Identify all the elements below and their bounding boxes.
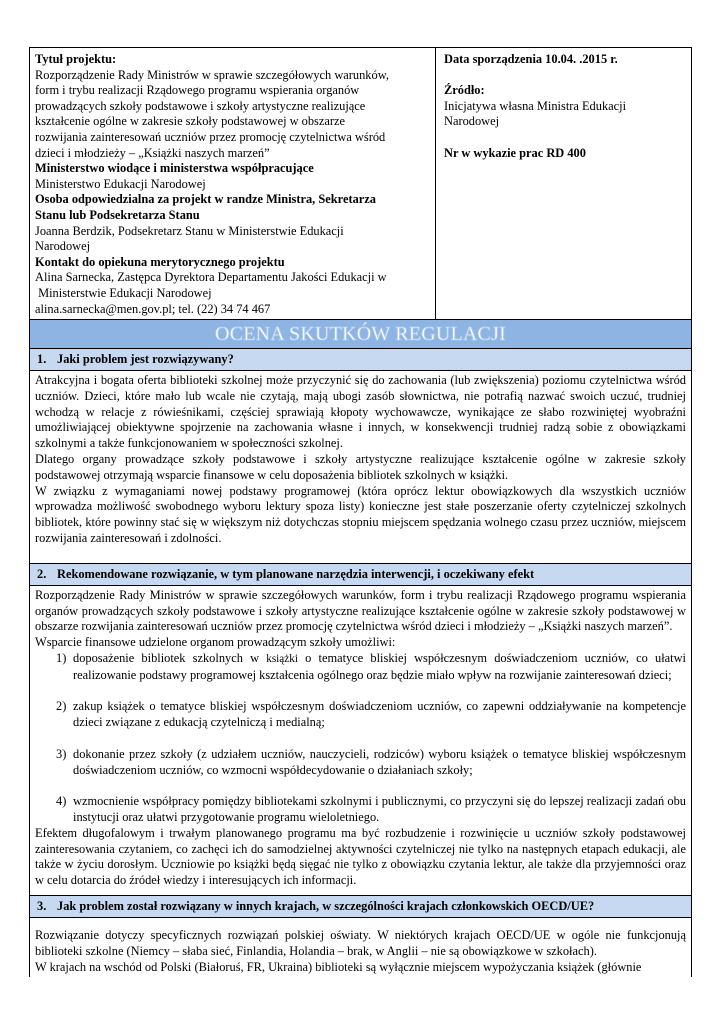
osr-banner-title: OCENA SKUTKÓW REGULACJI: [215, 323, 506, 346]
section-2-body: [30, 585, 692, 895]
paragraph: Atrakcyjna i bogata oferta biblioteki szkolnej może przyczynić się do zachowania (lub zwiększenia) poziomu czytelnictwa wśród uczniów. Dzieci, które mało lub wcale nie czytają, mają ubogi zasób słownictwa, nie potrafią nazwać swoich uczuć, trudniej wchodzą w relacje z rówieśnikami, częściej sprawiają kłopoty wychowawcze, wynikające ze słabo rozwiniętej wyobraźni umożliwiającej obiektywne spojrzenie na zachowania własne i innych, w konsekwencji trudniej radzą sobie z obowiązkami szkolnymi a także funkcjonowaniem w społeczności szkolnej.: [35, 373, 686, 451]
section-number: 3.: [37, 899, 47, 913]
section-title: Jaki problem jest rozwiązywany?: [57, 352, 234, 367]
meta-info-cell: [436, 48, 692, 320]
responsible-person-value: Joanna Berdzik, Podsekretarz Stanu w Ministerstwie Edukacji: [35, 223, 344, 238]
header-row: [30, 48, 692, 320]
section-1-body: [30, 371, 692, 564]
source-value: Inicjatywa własna Ministra Edukacji: [444, 98, 627, 113]
list-item-text: doposażenie bibliotek szkolnych w: [73, 651, 267, 666]
list-item-text-small: książki: [266, 653, 298, 666]
list-item-text-cont: o tematyce bliskiej współczesnym doświadczeniom uczniów, co ułatwi realizowanie podstawy programowej kształcenia ogólnego oraz będzie miało wpływ na rozwijanie zainteresowań dzieci;: [73, 651, 686, 682]
contact-label: Kontakt do opiekuna merytorycznego projektu: [35, 254, 285, 269]
responsible-person-value-cont: Narodowej: [35, 239, 91, 254]
source-label: Źródło:: [444, 83, 485, 98]
project-title-line: prowadzących szkoły podstawowe i szkoły artystyczne realizujące: [35, 98, 366, 113]
project-title-line: dzieci i młodzieży – „Książki naszych marzeń”: [35, 145, 270, 160]
list-item: [35, 794, 686, 826]
section-1-header: [30, 349, 692, 371]
section-body-row: [30, 585, 692, 895]
section-header-row: [30, 896, 692, 918]
list-item-number: 3): [56, 746, 67, 761]
section-body-row: [30, 918, 692, 978]
project-title-label: Tytuł projektu:: [35, 52, 117, 66]
section-2-header: [30, 563, 692, 585]
paragraph: Rozwiązanie dotyczy specyficznych rozwiązań polskiej oświaty. W niektórych krajach OECD/UE w ogóle nie funkcjonują biblioteki szkolne (Niemcy – słaba sieć, Finlandia, Holandia – brak, w Anglii – nie są obowiązkowe w szkołach).: [35, 928, 686, 958]
support-lead: Wsparcie finansowe udzielone organom prowadzącym szkoły umożliwi:: [35, 635, 396, 650]
list-item-number: 2): [56, 699, 67, 714]
list-item: [35, 747, 686, 779]
list-item-text: dokonanie przez szkoły (z udziałem uczniów, nauczycieli, rodziców) wyboru książek o tematyce bliskiej współczesnym doświadczeniom uczniów, co wzmocni współdecydowanie o działaniach szkoły;: [73, 746, 686, 777]
section-3-body: [30, 918, 692, 978]
responsible-person-label: Osoba odpowiedzialna za projekt w randze Ministra, Sekretarza: [35, 192, 376, 207]
paragraph: W krajach na wschód od Polski (Białoruś, FR, Ukraina) biblioteki są wyłącznie miejscem wypożyczania książek (głównie: [35, 959, 642, 974]
responsible-person-label-cont: Stanu lub Podsekretarza Stanu: [35, 207, 200, 222]
date-label: Data sporządzenia 10.04. .2015 r.: [444, 52, 618, 66]
list-item-text: zakup książek o tematyce bliskiej współczesnym doświadczeniom uczniów, co zapewni oddziaływanie na kompetencje dzieci związane z edukacją czytelniczą i medialną;: [73, 699, 686, 730]
banner-row: [30, 320, 692, 349]
osr-form-table: [29, 47, 692, 977]
section-title: Rekomendowane rozwiązanie, w tym planowane narzędzia interwencji, i oczekiwany efekt: [57, 566, 535, 581]
section-3-header: [30, 896, 692, 918]
paragraph: Efektem długofalowym i trwałym planowanego programu ma być rozbudzenie i rozwinięcie u uczniów szkoły podstawowej zainteresowania czytaniem, co zachęci ich do samodzielnej aktywności czytelniczej nie tylko na następnych etapach edukacji, ale także w życiu dorosłym. Uczniowie po książki będą sięgać nie tylko z obowiązku czytania lektur, ale także dla przyjemności oraz w celu dotarcia do źródeł wiedzy i interesujących ich informacji.: [35, 825, 686, 888]
ministry-value: Ministerstwo Edukacji Narodowej: [35, 176, 206, 191]
list-item: [35, 699, 686, 731]
list-item: [35, 651, 686, 684]
list-item-number: 4): [56, 794, 67, 809]
project-info-cell: [30, 48, 436, 320]
list-item-number: 1): [56, 651, 67, 666]
paragraph: Dlatego organy prowadzące szkoły podstawowe i szkoły artystyczne realizujące kształcenie ogólne w zakresie szkoły podstawowej otrzymają wsparcie finansowe w celu doposażenia bibliotek szkolnych w książki.: [35, 452, 686, 482]
section-number: 2.: [37, 566, 47, 581]
list-item-text: wzmocnienie współpracy pomiędzy bibliotekami szkolnymi i publicznymi, co przyczyni się do lepszej realizacji zadań obu instytucji oraz ułatwi przygotowanie programu wieloletniego.: [73, 794, 686, 825]
support-list: [35, 651, 686, 826]
ministry-label: Ministerstwo wiodące i ministerstwa współpracujące: [35, 161, 314, 176]
contact-email-phone: alina.sarnecka@men.gov.pl; tel. (22) 34 74 467: [35, 301, 271, 316]
project-title-line: rozwijania zainteresowań uczniów przez promocję czytelnictwa wśród: [35, 129, 386, 144]
contact-value: Alina Sarnecka, Zastępca Dyrektora Departamentu Jakości Edukacji w: [35, 270, 387, 285]
project-title-line: form i trybu realizacji Rządowego programu wspierania organów: [35, 83, 360, 98]
paragraph: Rozporządzenie Rady Ministrów w sprawie szczegółowych warunków, form i trybu realizacji Rządowego programu wspierania organów prowadzących szkoły podstawowe i szkoły artystyczne realizujące kształcenie ogólne w zakresie szkoły podstawowej w obszarze rozwijania zainteresowań uczniów przez promocję czytelnictwa wśród dzieci i młodzieży – „Książki naszych marzeń”.: [35, 587, 686, 634]
paragraph: W związku z wymaganiami nowej podstawy programowej (która oprócz lektur obowiązkowych dla wszystkich uczniów wprowadza możliwość swobodnego wyboru lektury spoza listy) konieczne jest stałe poszerzanie oferty czytelniczej szkolnych bibliotek, które powinny stać się w większym niż dotychczas stopniu miejscem spędzania wolnego czasu przez uczniów, miejscem rozwijania zainteresowań i zdolności.: [35, 483, 686, 546]
section-body-row: [30, 371, 692, 564]
project-title-line: Rozporządzenie Rady Ministrów w sprawie szczegółowych warunków,: [35, 67, 389, 82]
osr-banner: [30, 320, 692, 349]
section-header-row: [30, 349, 692, 371]
section-title: Jak problem został rozwiązany w innych krajach, w szczególności krajach członkowskich OECD/UE?: [57, 899, 595, 913]
section-header-row: [30, 563, 692, 585]
document-page: [29, 47, 692, 977]
project-title-line: kształcenie ogólne w zakresie szkoły podstawowej w obszarze: [35, 114, 345, 129]
section-number: 1.: [37, 352, 47, 367]
list-number-label: Nr w wykazie prac RD 400: [444, 145, 586, 160]
contact-value-cont: Ministerstwie Edukacji Narodowej: [35, 285, 212, 300]
source-value-cont: Narodowej: [444, 114, 500, 129]
